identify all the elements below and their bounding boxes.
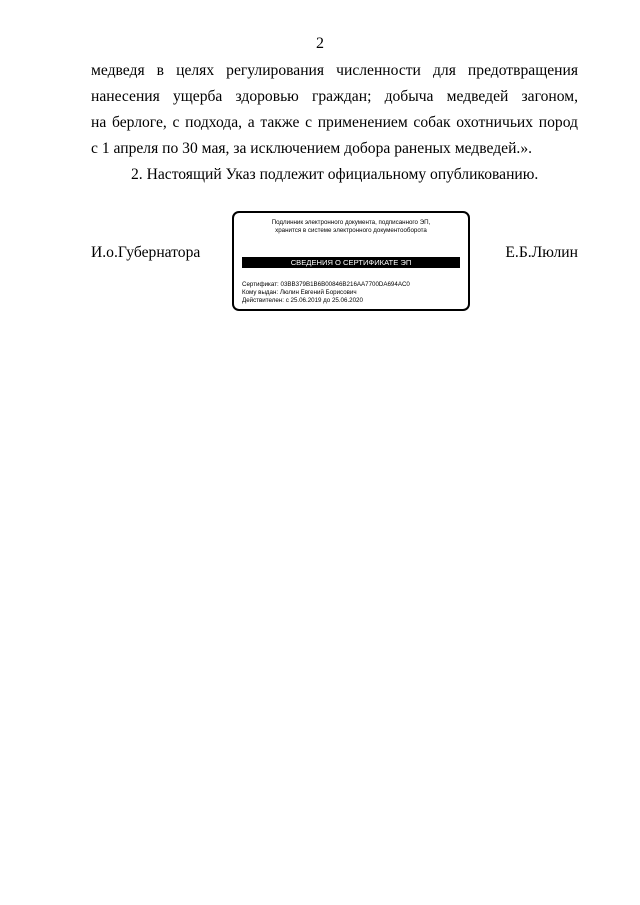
- paragraph-line: на берлоге, с подхода, а также с применением собак охотничьих пород: [91, 114, 578, 131]
- stamp-header-line: Подлинник электронного документа, подписанного ЭП,: [271, 219, 431, 226]
- validity-label: Действителен:: [242, 297, 284, 304]
- decree-text: [91, 58, 578, 188]
- validity-value: с 25.06.2019 до 25.06.2020: [285, 297, 363, 304]
- issued-to-row: [242, 289, 410, 297]
- signatory-name: Е.Б.Люлин: [505, 244, 578, 261]
- certificate-label: Сертификат:: [242, 281, 279, 288]
- page-number: 2: [316, 35, 324, 52]
- signatory-title: И.о.Губернатора: [91, 244, 201, 261]
- stamp-header: [234, 219, 468, 235]
- stamp-details: [242, 281, 410, 305]
- certificate-value: 03BB379B1B6B00846B216AA7700DA694AC0: [280, 281, 410, 288]
- paragraph-line: с 1 апреля по 30 мая, за исключением добора раненых медведей.».: [91, 140, 533, 157]
- stamp-title-band: СВЕДЕНИЯ О СЕРТИФИКАТЕ ЭП: [242, 257, 460, 268]
- certificate-row: [242, 281, 410, 289]
- paragraph-line: медведя в целях регулирования численности для предотвращения: [91, 62, 578, 79]
- stamp-header-line: хранится в системе электронного документооборота: [275, 227, 427, 234]
- electronic-signature-stamp: [232, 211, 470, 311]
- validity-row: [242, 297, 410, 305]
- publication-clause: 2. Настоящий Указ подлежит официальному опубликованию.: [131, 166, 539, 183]
- paragraph-line: нанесения ущерба здоровью граждан; добыча медведей загоном,: [91, 88, 578, 105]
- issued-to-label: Кому выдан:: [242, 289, 279, 296]
- issued-to-value: Люлин Евгений Борисович: [279, 289, 357, 296]
